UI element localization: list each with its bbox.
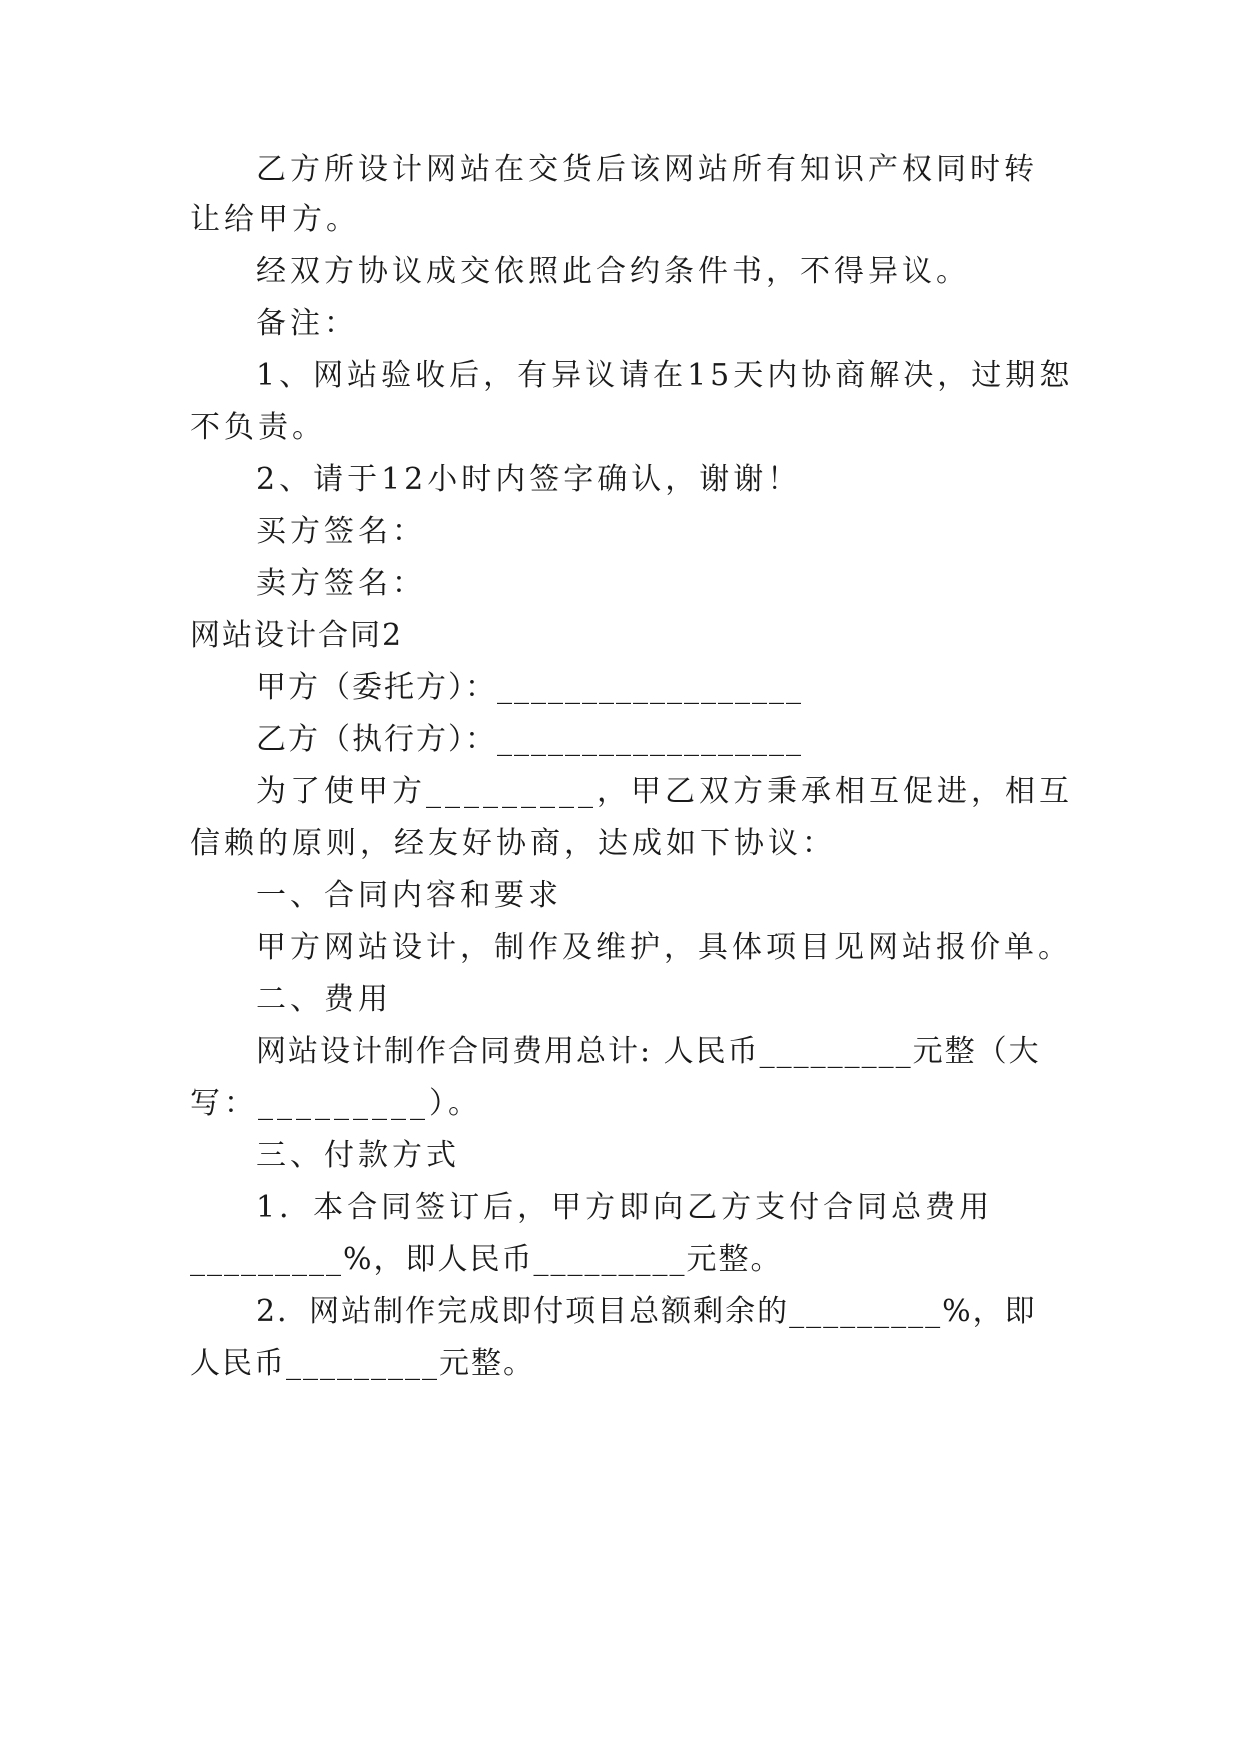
- section-3-heading: 三、付款方式: [256, 1138, 460, 1173]
- section-2-heading: 二、费用: [256, 982, 392, 1017]
- party-b-line: 乙方（执行方）：__________________: [256, 722, 803, 757]
- paragraph-agreement: 经双方协议成交依照此合约条件书，不得异议。: [256, 254, 970, 289]
- remark-item-2: 2、请于12小时内签字确认，谢谢！: [256, 462, 802, 497]
- remark-item-1: 1、网站验收后，有异议请在15天内协商解决，过期恕: [256, 358, 1074, 393]
- payment-item-2: 2．网站制作完成即付项目总额剩余的_________%，即: [256, 1294, 1037, 1329]
- seller-signature: 卖方签名：: [256, 566, 426, 601]
- remark-item-1-cont: 不负责。: [190, 410, 326, 445]
- section-1-heading: 一、合同内容和要求: [256, 878, 562, 913]
- section-1-content: 甲方网站设计，制作及维护，具体项目见网站报价单。: [256, 930, 1072, 965]
- section-2-content: 网站设计制作合同费用总计: 人民币_________元整（大: [256, 1034, 1041, 1069]
- payment-item-1: 1．本合同签订后，甲方即向乙方支付合同总费用: [256, 1190, 994, 1225]
- payment-item-2-cont: 人民币_________元整。: [190, 1346, 535, 1381]
- paragraph-purpose: 为了使甲方_________，甲乙双方秉承相互促进，相互: [256, 774, 1073, 809]
- payment-item-1-cont: _________%，即人民币_________元整。: [190, 1242, 783, 1277]
- remarks-heading: 备注：: [256, 306, 358, 341]
- section-2-content-cont: 写：_________）。: [190, 1086, 482, 1121]
- paragraph-purpose-cont: 信赖的原则，经友好协商，达成如下协议：: [190, 826, 836, 861]
- party-a-line: 甲方（委托方）：__________________: [256, 670, 803, 705]
- buyer-signature: 买方签名：: [256, 514, 426, 549]
- paragraph-ip-transfer-cont: 让给甲方。: [190, 202, 360, 237]
- paragraph-ip-transfer: 乙方所设计网站在交货后该网站所有知识产权同时转: [256, 152, 1038, 187]
- contract-title: 网站设计合同2: [190, 618, 404, 653]
